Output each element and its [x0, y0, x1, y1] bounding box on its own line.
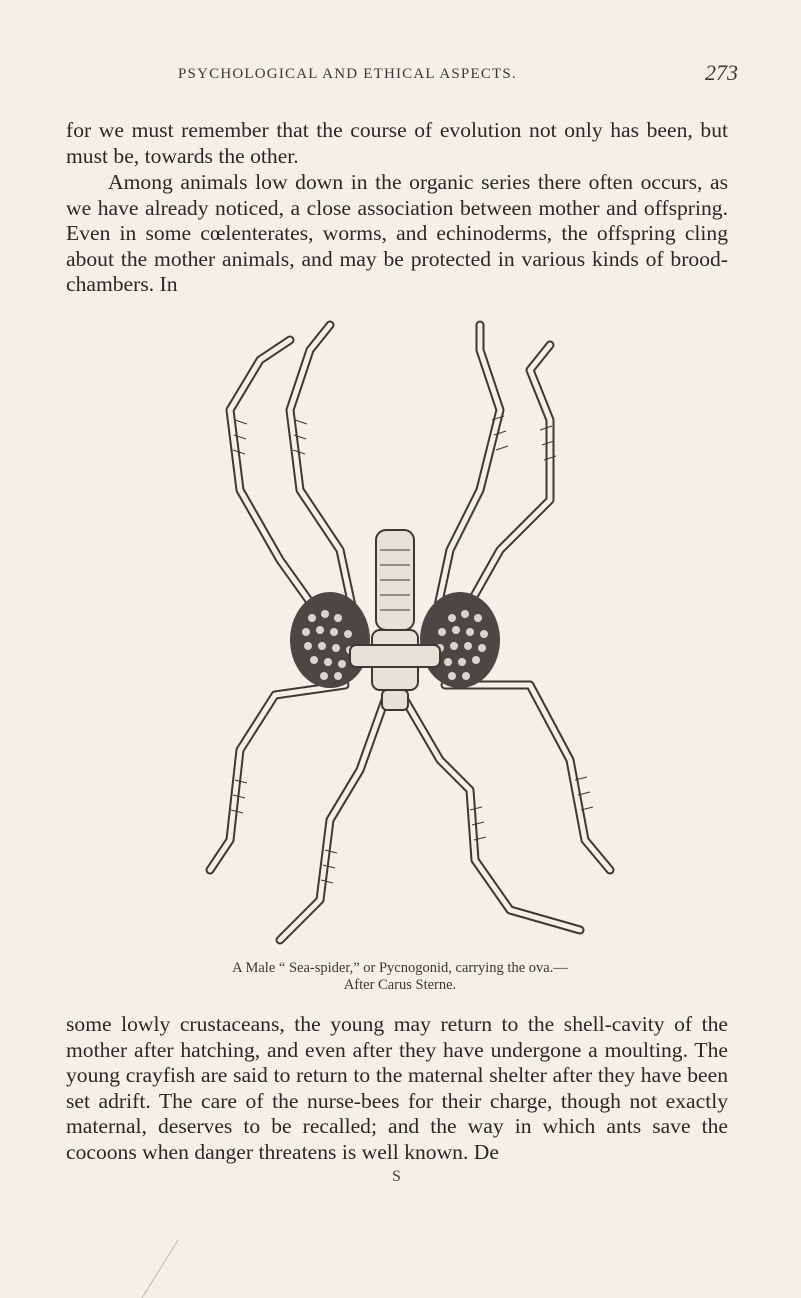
signature-mark: S [392, 1168, 401, 1185]
caption-line-1: A Male “ Sea-spider,” or Pycnogonid, carrying the ova.— [232, 960, 568, 976]
egg-mass-left [290, 592, 370, 688]
figure-caption [100, 960, 700, 994]
paper-scratch-mark [140, 1240, 180, 1298]
running-head-title: PSYCHOLOGICAL AND ETHICAL ASPECTS. [178, 66, 517, 82]
paragraph-3: some lowly crustaceans, the young may return to the shell-cavity of the mother after hatching, and even after they have undergone a moulting. The young crayfish are said to return to the maternal shelter after they have been set adrift. The care of the nurse-bees for their charge, though not exactly maternal, deserves to be recalled; and the way in which ants save the cocoons when danger threatens is well known. De [66, 1012, 728, 1164]
caption-line-2: After Carus Sterne. [343, 977, 457, 993]
sea-spider-illustration [180, 300, 630, 960]
running-header [60, 60, 750, 96]
paragraph-1: for we must remember that the course of evolution not only has been, but must be, towards the other. [66, 118, 728, 168]
paragraph-2: Among animals low down in the organic series there often occurs, as we have already noticed, a close association between mother and offspring. Even in some cœlenterates, worms, and echinoderms, the offspring cling about the mother animals, and may be protected in various kinds of brood-chambers. In [66, 170, 728, 297]
egg-mass-right [420, 592, 500, 688]
page-number: 273 [705, 60, 738, 85]
